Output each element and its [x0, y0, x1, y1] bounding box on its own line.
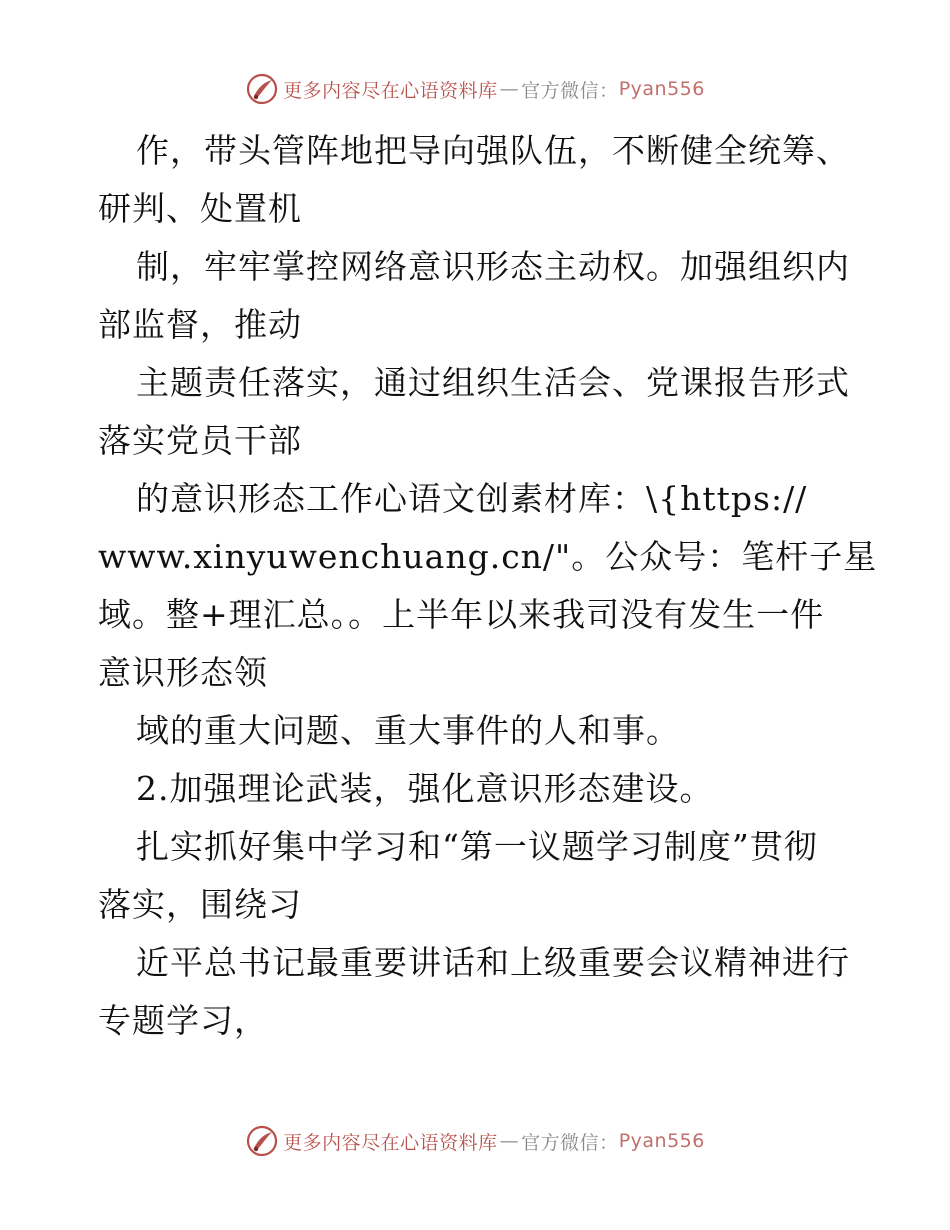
text-line: 作，带头管阵地把导向强队伍，不断健全统筹、	[136, 131, 850, 170]
footer-watermark	[0, 1124, 950, 1158]
wechat-account: Pyan556	[618, 1130, 705, 1152]
text-line: 域。整+理汇总。。上半年以来我司没有发生一件	[98, 595, 825, 634]
text-line: 的意识形态工作心语文创素材库：\{https://	[136, 479, 808, 518]
watermark-text: 更多内容尽在心语资料库	[283, 1131, 498, 1154]
text-line: www.xinyuwenchuang.cn/"。公众号：笔杆子星	[98, 537, 878, 576]
text-line: 主题责任落实，通过组织生活会、党课报告形式	[136, 363, 850, 402]
brush-logo-icon	[245, 72, 279, 106]
wechat-label: 官方微信：	[521, 79, 619, 102]
document-body	[98, 122, 878, 1050]
text-line: 近平总书记最重要讲话和上级重要会议精神进行	[136, 943, 850, 982]
text-line: 专题学习，	[98, 1001, 268, 1040]
wechat-label: 官方微信：	[521, 1131, 619, 1154]
text-line: 落实，围绕习	[98, 885, 302, 924]
text-line: 意识形态领	[98, 653, 268, 692]
header-watermark	[0, 72, 950, 106]
text-line: 域的重大问题、重大事件的人和事。	[136, 711, 680, 750]
text-line: 落实党员干部	[98, 421, 302, 460]
watermark-text: 更多内容尽在心语资料库	[283, 79, 498, 102]
text-line: 制，牢牢掌控网络意识形态主动权。加强组织内	[136, 247, 850, 286]
watermark-separator: —	[499, 78, 520, 100]
text-line: 研判、处置机	[98, 189, 302, 228]
text-line: 2.加强理论武装，强化意识形态建设。	[136, 769, 714, 808]
watermark-separator: —	[499, 1130, 520, 1152]
wechat-account: Pyan556	[618, 78, 705, 100]
text-line: 扎实抓好集中学习和“第一议题学习制度”贯彻	[136, 827, 818, 866]
text-line: 部监督，推动	[98, 305, 302, 344]
brush-logo-icon	[245, 1124, 279, 1158]
